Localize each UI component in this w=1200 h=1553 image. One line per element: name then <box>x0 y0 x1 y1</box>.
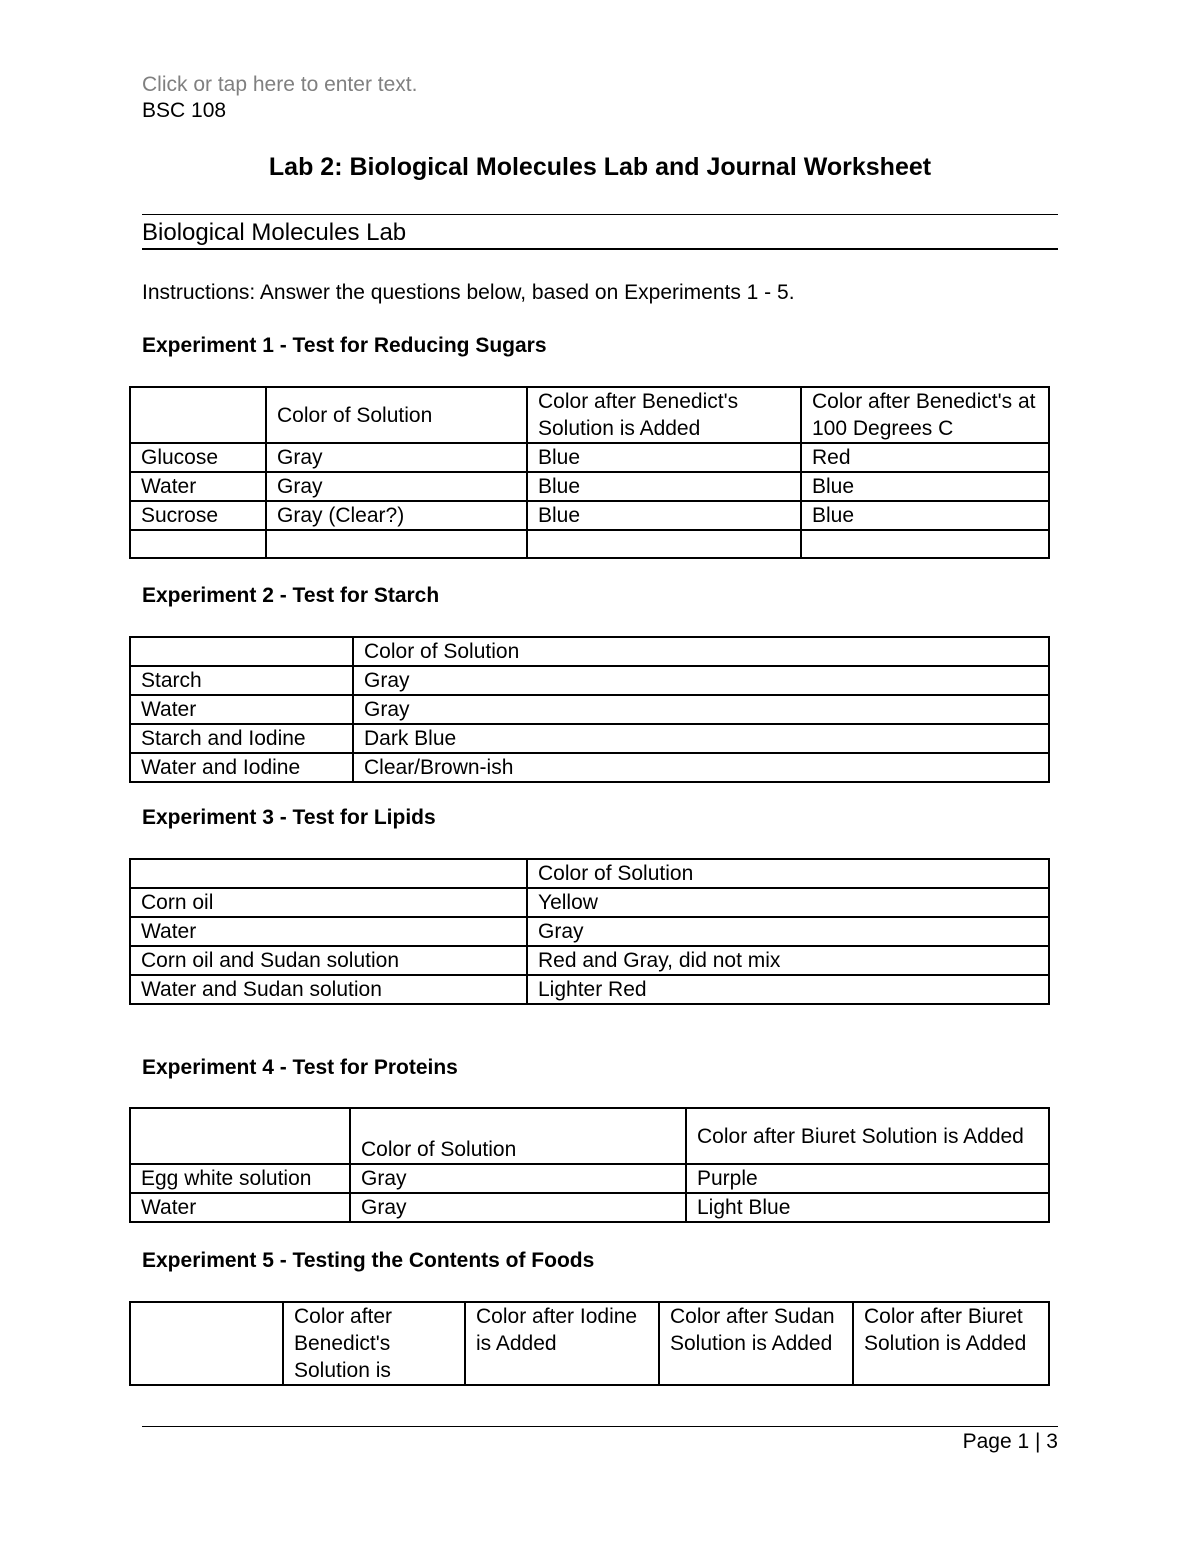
table-cell[interactable]: Blue <box>527 443 801 472</box>
table-cell[interactable]: Blue <box>801 501 1049 530</box>
table-row <box>130 1164 1049 1193</box>
table-row <box>130 724 1049 753</box>
experiment-1-table <box>129 386 1050 559</box>
table-cell[interactable]: Blue <box>527 501 801 530</box>
experiment-5-table <box>129 1301 1050 1386</box>
header-cell: Color of Solution <box>353 637 1049 666</box>
table-row <box>130 443 1049 472</box>
experiment-3-heading: Experiment 3 - Test for Lipids <box>142 806 436 829</box>
table-cell[interactable]: Water <box>130 472 266 501</box>
table-row <box>130 946 1049 975</box>
page-title: Lab 2: Biological Molecules Lab and Journal Worksheet <box>268 153 932 181</box>
table-row <box>130 917 1049 946</box>
table-cell[interactable]: Clear/Brown-ish <box>353 753 1049 782</box>
table-cell[interactable]: Gray <box>350 1164 686 1193</box>
header-cell: Color of Solution <box>350 1108 686 1164</box>
experiment-4-heading: Experiment 4 - Test for Proteins <box>142 1056 458 1079</box>
table-cell[interactable]: Glucose <box>130 443 266 472</box>
table-cell[interactable]: Gray <box>266 443 527 472</box>
table-row <box>130 695 1049 724</box>
table-cell[interactable]: Dark Blue <box>353 724 1049 753</box>
experiment-2-table <box>129 636 1050 783</box>
table-cell[interactable]: Corn oil and Sudan solution <box>130 946 527 975</box>
header-cell: Color after Benedict's Solution is Added <box>527 387 801 443</box>
table-header-row <box>130 387 1049 443</box>
header-cell: Color after Biuret Solution is Added <box>853 1302 1049 1385</box>
table-cell[interactable]: Gray <box>353 695 1049 724</box>
table-row <box>130 666 1049 695</box>
table-cell[interactable] <box>130 530 266 558</box>
table-cell[interactable]: Gray <box>266 472 527 501</box>
table-cell[interactable]: Egg white solution <box>130 1164 350 1193</box>
experiment-1-heading: Experiment 1 - Test for Reducing Sugars <box>142 334 547 357</box>
table-row <box>130 472 1049 501</box>
table-cell[interactable]: Red <box>801 443 1049 472</box>
table-header-row <box>130 1108 1049 1164</box>
header-cell <box>130 1108 350 1164</box>
table-cell[interactable]: Blue <box>801 472 1049 501</box>
table-cell[interactable]: Gray <box>353 666 1049 695</box>
table-row <box>130 501 1049 530</box>
table-cell[interactable]: Lighter Red <box>527 975 1049 1004</box>
header-cell <box>130 387 266 443</box>
table-cell[interactable]: Purple <box>686 1164 1049 1193</box>
header-cell <box>130 859 527 888</box>
experiment-2-heading: Experiment 2 - Test for Starch <box>142 584 440 607</box>
header-cell: Color after Sudan Solution is Added <box>659 1302 853 1385</box>
table-cell[interactable]: Water <box>130 917 527 946</box>
table-row <box>130 530 1049 558</box>
course-code: BSC 108 <box>142 99 227 122</box>
experiment-5-heading: Experiment 5 - Testing the Contents of Foods <box>142 1249 595 1272</box>
table-header-row <box>130 637 1049 666</box>
header-cell: Color of Solution <box>527 859 1049 888</box>
table-cell[interactable]: Gray (Clear?) <box>266 501 527 530</box>
table-header-row <box>130 859 1049 888</box>
table-cell[interactable] <box>801 530 1049 558</box>
table-cell[interactable]: Yellow <box>527 888 1049 917</box>
instructions-text: Instructions: Answer the questions below, based on Experiments 1 - 5. <box>142 281 795 304</box>
table-cell[interactable]: Blue <box>527 472 801 501</box>
header-cell: Color after Benedict's Solution is <box>283 1302 465 1385</box>
table-cell[interactable]: Water <box>130 695 353 724</box>
table-cell[interactable]: Corn oil <box>130 888 527 917</box>
footer-divider <box>142 1426 1058 1427</box>
table-cell[interactable]: Water and Sudan solution <box>130 975 527 1004</box>
header-cell: Color after Iodine is Added <box>465 1302 659 1385</box>
table-cell[interactable]: Red and Gray, did not mix <box>527 946 1049 975</box>
header-cell <box>130 637 353 666</box>
header-cell: Color of Solution <box>266 387 527 443</box>
name-placeholder-field[interactable]: Click or tap here to enter text. <box>142 73 418 96</box>
table-row <box>130 753 1049 782</box>
header-cell: Color after Benedict's at 100 Degrees C <box>801 387 1049 443</box>
page-number: Page 1 | 3 <box>962 1430 1058 1453</box>
table-cell[interactable] <box>527 530 801 558</box>
table-cell[interactable]: Gray <box>527 917 1049 946</box>
table-cell[interactable]: Starch and Iodine <box>130 724 353 753</box>
header-cell <box>130 1302 283 1385</box>
table-row <box>130 888 1049 917</box>
header-cell: Color after Biuret Solution is Added <box>686 1108 1049 1164</box>
table-header-row <box>130 1302 1049 1385</box>
table-cell[interactable]: Sucrose <box>130 501 266 530</box>
table-cell[interactable]: Gray <box>350 1193 686 1222</box>
experiment-4-table <box>129 1107 1050 1223</box>
table-row <box>130 1193 1049 1222</box>
table-cell[interactable] <box>266 530 527 558</box>
table-cell[interactable]: Water <box>130 1193 350 1222</box>
experiment-3-table <box>129 858 1050 1005</box>
table-cell[interactable]: Light Blue <box>686 1193 1049 1222</box>
table-row <box>130 975 1049 1004</box>
table-cell[interactable]: Water and Iodine <box>130 753 353 782</box>
table-cell[interactable]: Starch <box>130 666 353 695</box>
section-heading: Biological Molecules Lab <box>142 214 1058 250</box>
